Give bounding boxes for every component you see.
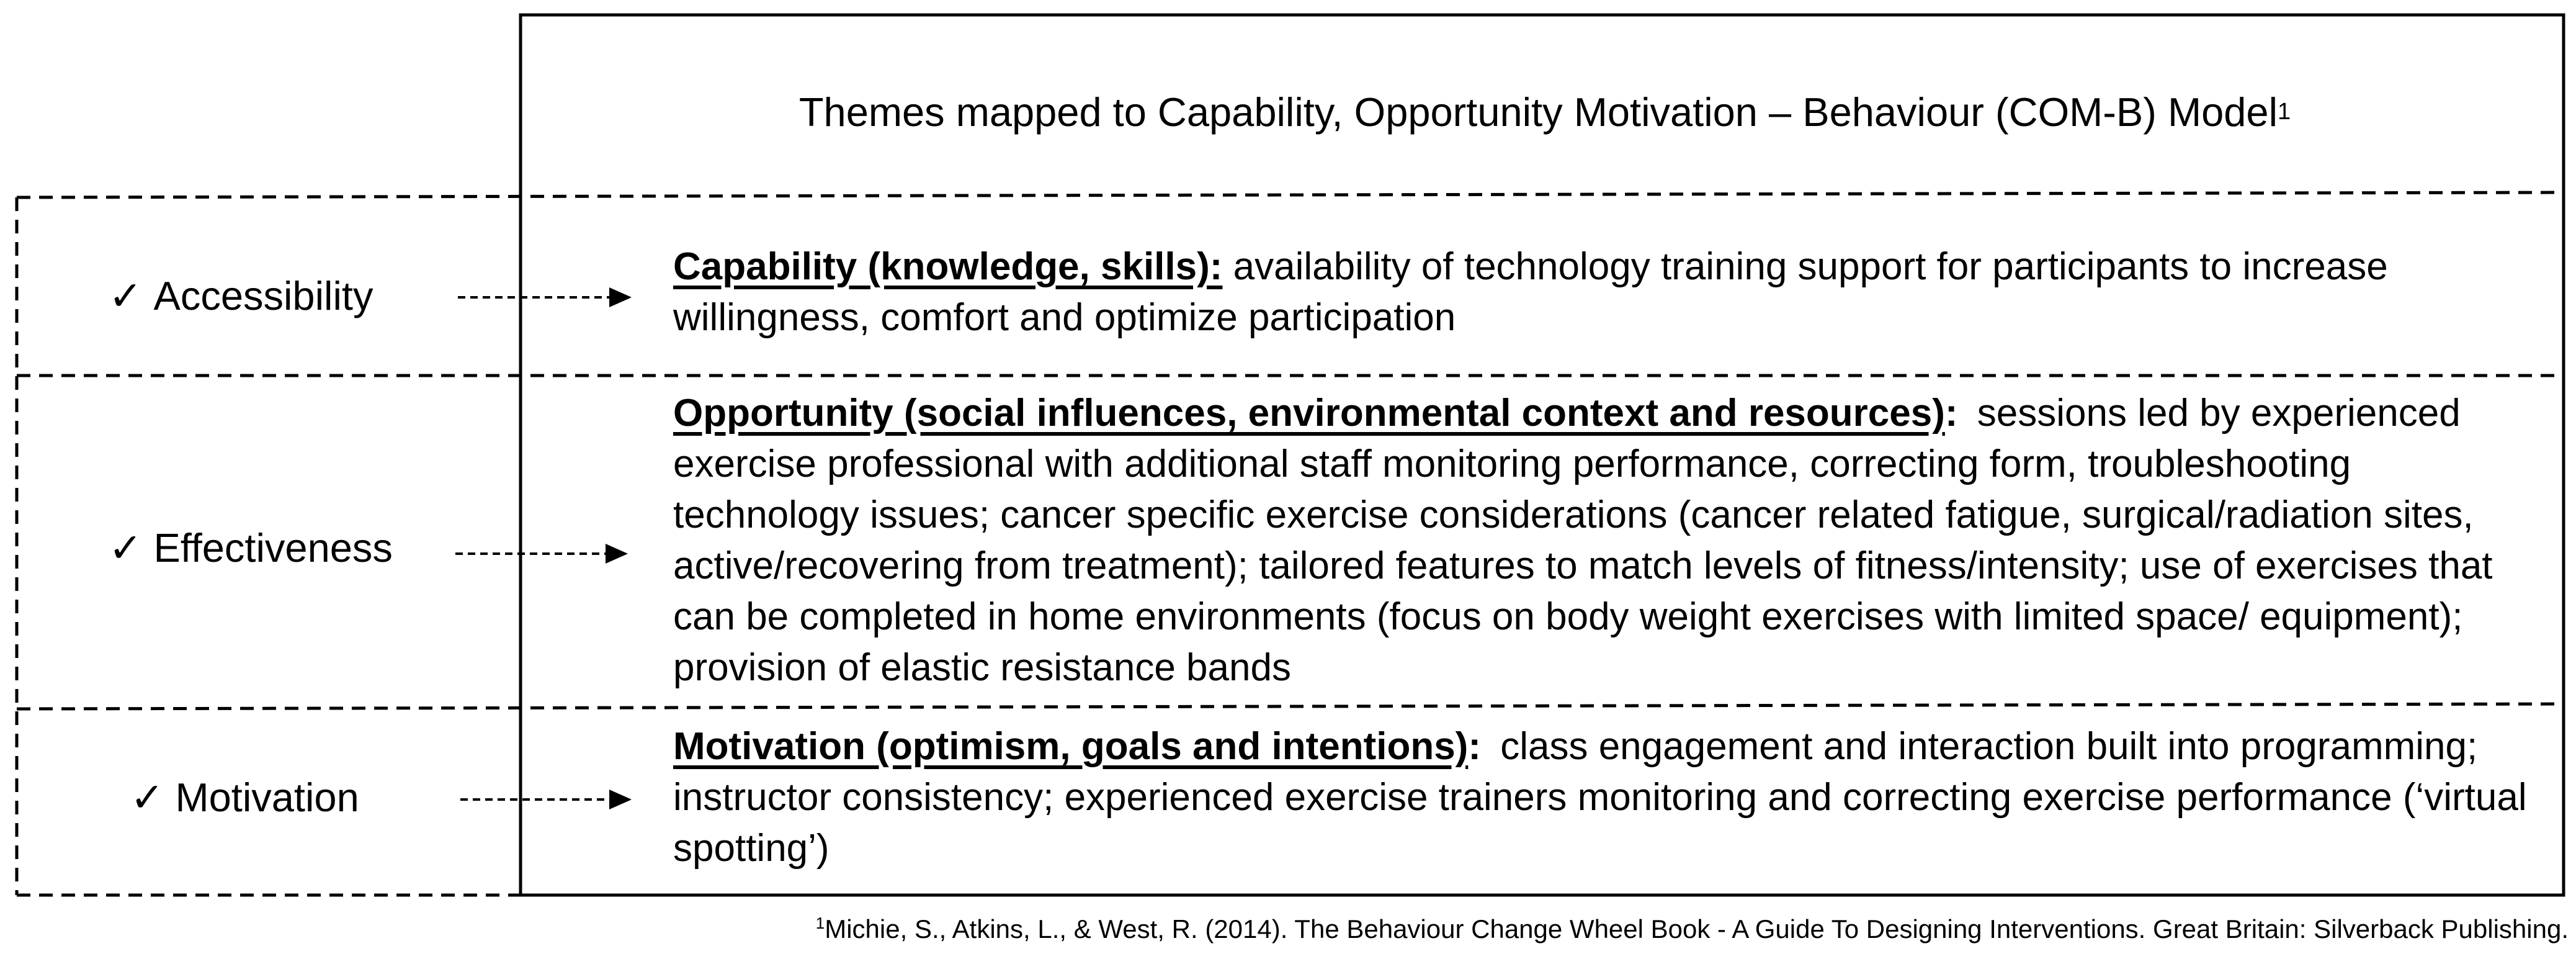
- diagram-title: [521, 78, 2569, 146]
- check-mark-icon: ✓: [130, 775, 164, 820]
- theme-label: Accessibility: [153, 273, 373, 318]
- motivation-body: class engagement and interaction built into programming; instructor consistency; experienced exercise trainers monitoring and correcting exercise performance (‘virtual spotting’): [673, 725, 2527, 870]
- opportunity-heading-colon: :: [1944, 392, 1958, 435]
- title-footnote-marker: 1: [2278, 99, 2291, 125]
- theme-motivation: [130, 777, 359, 818]
- theme-accessibility: [109, 273, 373, 318]
- footnote: [816, 914, 2569, 944]
- capability-heading: Capability (knowledge, skills):: [673, 245, 1223, 288]
- check-mark-icon: ✓: [109, 273, 143, 318]
- motivation-heading: Motivation (optimism, goals and intentions): [673, 725, 1469, 768]
- connector-arrows: [455, 297, 632, 800]
- capability-description: [673, 241, 2547, 343]
- theme-label: Effectiveness: [153, 525, 393, 570]
- footnote-text: Michie, S., Atkins, L., & West, R. (2014). The Behaviour Change Wheel Book - A Guide To Designing Interventions. Great Britain: Silverback Publishing.: [825, 914, 2569, 944]
- capability-body: availability of technology training support for participants to increase willingness, comfort and optimize participation: [673, 245, 2388, 339]
- theme-label: Motivation: [175, 775, 359, 820]
- opportunity-body: sessions led by experienced exercise professional with additional staff monitoring performance, correcting form, troubleshooting technology issues; cancer specific exercise considerations (cancer related fatigue, surgical/radiation sites, active/recovering from treatment); tailored features to match levels of fitness/intensity; use of exercises that can be completed in home environments (focus on body weight exercises with limited space/ equipment); provision of elastic resistance bands: [673, 392, 2493, 689]
- opportunity-description: [673, 388, 2547, 693]
- opportunity-heading: Opportunity (social influences, environmental context and resources): [673, 392, 1945, 435]
- theme-effectiveness: [109, 525, 393, 570]
- diagram-title-text: Themes mapped to Capability, Opportunity Motivation – Behaviour (COM-B) Model: [798, 89, 2278, 135]
- motivation-heading-colon: :: [1468, 725, 1481, 768]
- motivation-description: [673, 721, 2547, 874]
- footnote-marker: 1: [815, 914, 825, 932]
- check-mark-icon: ✓: [109, 525, 143, 570]
